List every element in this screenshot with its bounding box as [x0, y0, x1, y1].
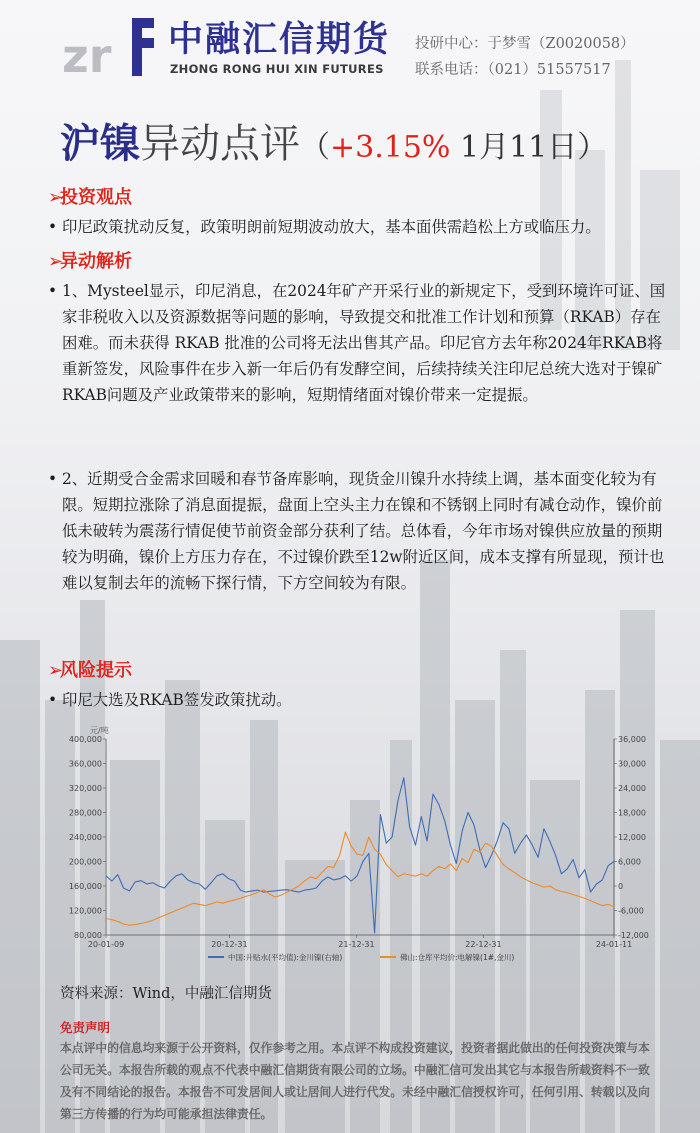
data-source: 资料来源：Wind，中融汇信期货 — [60, 986, 272, 1002]
section-heading-analysis: ➢异动解析 — [48, 251, 132, 272]
company-logo-icon — [62, 14, 158, 78]
chart-right-tick-label: 36,000 — [618, 735, 646, 744]
analyst-info: 投研中心：于梦雪（Z0020058） — [415, 36, 635, 52]
arrow-right-icon: ➢ — [48, 660, 64, 681]
title-change: +3.15% — [330, 130, 451, 165]
bullet-icon: • — [48, 470, 58, 488]
view-item: • 印尼政策扰动反复，政策明朗前短期波动放大，基本面供需趋松上方或临压力。 — [48, 214, 668, 240]
title-type: 异动点评 — [140, 121, 300, 167]
chart-left-tick-label: 280,000 — [68, 808, 102, 818]
risk-item: • 印尼大选及RKAB签发政策扰动。 — [48, 687, 668, 713]
title-date: 1月11日） — [450, 130, 608, 165]
chart-legend-label: 佛山:仓库平均价:电解镍(1#,金川) — [400, 953, 515, 962]
disclaimer-title: 免责声明 — [60, 1020, 111, 1035]
svg-text:zr: zr — [62, 29, 112, 78]
nickel-price-chart — [58, 725, 658, 965]
title-paren: （ — [300, 130, 330, 165]
chart-right-tick-label: 18,000 — [618, 808, 646, 818]
chart-x-tick-label: 24-01-11 — [595, 940, 633, 949]
chart-series-line-2 — [106, 832, 614, 925]
report-title — [60, 112, 607, 169]
section-heading-view: ➢投资观点 — [48, 187, 132, 208]
bullet-icon: • — [48, 218, 58, 236]
analysis-item-2: • 2、近期受合金需求回暖和春节备库影响，现货金川镍升水持续上调，基本面变化较为有限。短期拉涨除了消息面提振，盘面上空头主力在镍和不锈钢上同时有减仓动作，镍价前低未破转为震荡行情促使节前资金部分获利了结。总体看，今年市场对镍供应放量的预期较为明确，镍价上方压力存在，不过镍价跌至12w附近区间，成本支撑有所显现，预计也难以复制去年的流畅下探行情，下方空间较为有限。 — [48, 466, 668, 596]
chart-x-tick-label: 20-12-31 — [211, 940, 248, 949]
chart-left-tick-label: 400,000 — [68, 735, 102, 744]
chart-x-tick-label: 21-12-31 — [338, 940, 375, 949]
chart-right-tick-label: 30,000 — [618, 759, 646, 769]
company-name-cn: 中融汇信期货 — [168, 20, 391, 60]
chart-y-unit: 元/吨 — [90, 726, 109, 735]
chart-right-tick-label: -6,000 — [618, 906, 644, 916]
chart-left-tick-label: 360,000 — [68, 759, 102, 769]
bullet-icon: • — [48, 282, 58, 300]
analysis-item-1: • 1、Mysteel显示，印尼消息，在2024年矿产开采行业的新规定下，受到环境许可证、国家非税收入以及资源数据等问题的影响，导致提交和批准工作计划和预算（RKAB）存在困难。而未获得 RKAB 批准的公司将无法出售其产品。印尼官方去年称2024年RKAB将重新签发，风险事件在步入新一年后仍有发酵空间，后续持续关注印尼总统大选对于镍矿RKAB问题及产业政策带来的影响，短期情绪面对镍价带来一定提振。 — [48, 278, 668, 408]
chart-x-tick-label: 20-01-09 — [87, 940, 125, 949]
chart-left-tick-label: 160,000 — [68, 882, 102, 891]
chart-left-tick-label: 120,000 — [68, 906, 102, 916]
chart-right-tick-label: 12,000 — [618, 833, 646, 842]
arrow-right-icon: ➢ — [48, 251, 64, 272]
chart-left-tick-label: 80,000 — [74, 931, 102, 940]
chart-left-tick-label: 200,000 — [68, 857, 102, 867]
chart-right-tick-label: 24,000 — [618, 784, 646, 793]
chart-x-tick-label: 22-12-31 — [465, 940, 502, 949]
contact-phone: 联系电话：（021）51557517 — [415, 62, 611, 78]
bullet-icon: • — [48, 691, 58, 709]
title-product: 沪镍 — [60, 120, 140, 167]
chart-right-tick-label: 0 — [618, 882, 624, 891]
chart-legend-label: 中国:升贴水(平均值):金川镍(右轴) — [228, 953, 343, 962]
chart-right-tick-label: -12,000 — [618, 931, 649, 940]
chart-left-tick-label: 240,000 — [68, 833, 102, 842]
company-name-en: ZHONG RONG HUI XIN FUTURES — [170, 62, 384, 76]
section-heading-risk: ➢风险提示 — [48, 660, 132, 681]
disclaimer-body: 本点评中的信息均来源于公开资料，仅作参考之用。本点评不构成投资建议，投资者据此做出的任何投资决策与本公司无关。本报告所载的观点不代表中融汇信期货有限公司的立场。中融汇信可发出其它与本报告所载资料不一致及有不同结论的报告。本报告不可发居间人或让居间人进行代发。未经中融汇信授权许可，任何引用、转载以及向第三方传播的行为均可能承担法律责任。 — [60, 1041, 650, 1121]
arrow-right-icon: ➢ — [48, 187, 64, 208]
chart-right-tick-label: 6,000 — [618, 857, 641, 867]
chart-series-line-1 — [106, 778, 614, 933]
chart-left-tick-label: 320,000 — [68, 784, 102, 793]
